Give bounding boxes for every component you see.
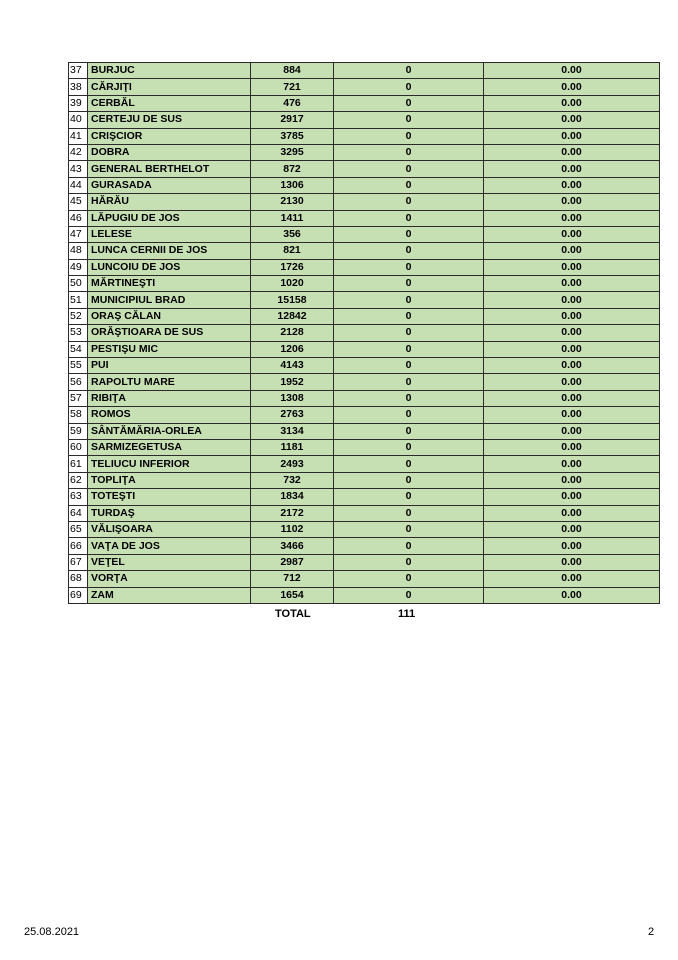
row-number: 52: [69, 308, 88, 324]
rate-cell: 0.00: [484, 210, 660, 226]
table-row: [69, 341, 660, 357]
row-number: 47: [69, 226, 88, 242]
locality-name: VEŢEL: [88, 554, 251, 570]
locality-name: GENERAL BERTHELOT: [88, 161, 251, 177]
row-number: 64: [69, 505, 88, 521]
population-cell: 1411: [251, 210, 334, 226]
rate-cell: 0.00: [484, 423, 660, 439]
locality-name: ORĂŞTIOARA DE SUS: [88, 325, 251, 341]
rate-cell: 0.00: [484, 112, 660, 128]
cases-cell: 0: [334, 521, 484, 537]
locality-name: HĂRĂU: [88, 194, 251, 210]
locality-name: ZAM: [88, 587, 251, 603]
cases-cell: 0: [334, 112, 484, 128]
footer-date: 25.08.2021: [24, 926, 80, 938]
population-cell: 712: [251, 571, 334, 587]
table-row: [69, 112, 660, 128]
population-cell: 476: [251, 95, 334, 111]
cases-cell: 0: [334, 325, 484, 341]
rate-cell: 0.00: [484, 390, 660, 406]
row-number: 55: [69, 358, 88, 374]
population-cell: 3295: [251, 144, 334, 160]
row-number: 44: [69, 177, 88, 193]
cases-cell: 0: [334, 177, 484, 193]
table-row: [69, 439, 660, 455]
locality-name: SÂNTĂMĂRIA-ORLEA: [88, 423, 251, 439]
rate-cell: 0.00: [484, 325, 660, 341]
locality-name: TOPLIŢA: [88, 472, 251, 488]
population-cell: 1654: [251, 587, 334, 603]
rate-cell: 0.00: [484, 161, 660, 177]
table-row: [69, 243, 660, 259]
population-cell: 872: [251, 161, 334, 177]
population-cell: 15158: [251, 292, 334, 308]
table-row: [69, 325, 660, 341]
population-cell: 1726: [251, 259, 334, 275]
population-cell: 1206: [251, 341, 334, 357]
total-label: TOTAL: [275, 608, 311, 620]
table-row: [69, 374, 660, 390]
table-row: [69, 521, 660, 537]
cases-cell: 0: [334, 358, 484, 374]
cases-cell: 0: [334, 439, 484, 455]
rate-cell: 0.00: [484, 341, 660, 357]
row-number: 69: [69, 587, 88, 603]
population-cell: 2763: [251, 407, 334, 423]
cases-cell: 0: [334, 341, 484, 357]
population-cell: 3466: [251, 538, 334, 554]
row-number: 58: [69, 407, 88, 423]
cases-cell: 0: [334, 79, 484, 95]
page-number: 2: [648, 926, 655, 938]
row-number: 50: [69, 276, 88, 292]
table-row: [69, 554, 660, 570]
total-value: 111: [398, 608, 416, 620]
row-number: 46: [69, 210, 88, 226]
cases-cell: 0: [334, 587, 484, 603]
cases-cell: 0: [334, 259, 484, 275]
rate-cell: 0.00: [484, 538, 660, 554]
locality-name: BURJUC: [88, 63, 251, 79]
cases-cell: 0: [334, 95, 484, 111]
row-number: 49: [69, 259, 88, 275]
population-cell: 2172: [251, 505, 334, 521]
population-cell: 721: [251, 79, 334, 95]
rate-cell: 0.00: [484, 521, 660, 537]
rate-cell: 0.00: [484, 259, 660, 275]
cases-cell: 0: [334, 374, 484, 390]
row-number: 39: [69, 95, 88, 111]
row-number: 65: [69, 521, 88, 537]
cases-cell: 0: [334, 63, 484, 79]
cases-cell: 0: [334, 194, 484, 210]
localities-table: [68, 62, 660, 604]
locality-name: SARMIZEGETUSA: [88, 439, 251, 455]
population-cell: 1308: [251, 390, 334, 406]
population-cell: 2128: [251, 325, 334, 341]
locality-name: RIBIŢA: [88, 390, 251, 406]
locality-name: LUNCA CERNII DE JOS: [88, 243, 251, 259]
table-row: [69, 407, 660, 423]
locality-name: CERTEJU DE SUS: [88, 112, 251, 128]
locality-name: RAPOLTU MARE: [88, 374, 251, 390]
table-row: [69, 390, 660, 406]
cases-cell: 0: [334, 243, 484, 259]
table-row: [69, 538, 660, 554]
cases-cell: 0: [334, 505, 484, 521]
table-row: [69, 79, 660, 95]
locality-name: VORŢA: [88, 571, 251, 587]
locality-name: TOTEŞTI: [88, 489, 251, 505]
cases-cell: 0: [334, 308, 484, 324]
locality-name: MUNICIPIUL BRAD: [88, 292, 251, 308]
table-row: [69, 571, 660, 587]
table-row: [69, 456, 660, 472]
cases-cell: 0: [334, 161, 484, 177]
table-row: [69, 472, 660, 488]
rate-cell: 0.00: [484, 489, 660, 505]
row-number: 61: [69, 456, 88, 472]
locality-name: ROMOS: [88, 407, 251, 423]
cases-cell: 0: [334, 210, 484, 226]
locality-name: CERBĂL: [88, 95, 251, 111]
rate-cell: 0.00: [484, 63, 660, 79]
row-number: 57: [69, 390, 88, 406]
cases-cell: 0: [334, 226, 484, 242]
row-number: 43: [69, 161, 88, 177]
rate-cell: 0.00: [484, 439, 660, 455]
population-cell: 3134: [251, 423, 334, 439]
population-cell: 884: [251, 63, 334, 79]
table-row: [69, 210, 660, 226]
rate-cell: 0.00: [484, 472, 660, 488]
population-cell: 1102: [251, 521, 334, 537]
population-cell: 12842: [251, 308, 334, 324]
cases-cell: 0: [334, 276, 484, 292]
population-cell: 2493: [251, 456, 334, 472]
table-row: [69, 128, 660, 144]
row-number: 51: [69, 292, 88, 308]
locality-name: TELIUCU INFERIOR: [88, 456, 251, 472]
locality-name: PUI: [88, 358, 251, 374]
locality-name: LUNCOIU DE JOS: [88, 259, 251, 275]
table-row: [69, 95, 660, 111]
rate-cell: 0.00: [484, 243, 660, 259]
locality-name: ORAŞ CĂLAN: [88, 308, 251, 324]
row-number: 45: [69, 194, 88, 210]
cases-cell: 0: [334, 423, 484, 439]
locality-name: PESTIŞU MIC: [88, 341, 251, 357]
row-number: 40: [69, 112, 88, 128]
locality-name: MĂRTINEŞTI: [88, 276, 251, 292]
table-row: [69, 489, 660, 505]
locality-name: LĂPUGIU DE JOS: [88, 210, 251, 226]
row-number: 53: [69, 325, 88, 341]
population-cell: 3785: [251, 128, 334, 144]
row-number: 62: [69, 472, 88, 488]
cases-cell: 0: [334, 571, 484, 587]
row-number: 56: [69, 374, 88, 390]
population-cell: 1181: [251, 439, 334, 455]
locality-name: TURDAŞ: [88, 505, 251, 521]
row-number: 59: [69, 423, 88, 439]
table-row: [69, 194, 660, 210]
rate-cell: 0.00: [484, 144, 660, 160]
rate-cell: 0.00: [484, 226, 660, 242]
rate-cell: 0.00: [484, 554, 660, 570]
rate-cell: 0.00: [484, 456, 660, 472]
table-row: [69, 308, 660, 324]
row-number: 48: [69, 243, 88, 259]
rate-cell: 0.00: [484, 505, 660, 521]
table-row: [69, 423, 660, 439]
rate-cell: 0.00: [484, 292, 660, 308]
locality-name: CĂRJIŢI: [88, 79, 251, 95]
rate-cell: 0.00: [484, 95, 660, 111]
rate-cell: 0.00: [484, 177, 660, 193]
row-number: 41: [69, 128, 88, 144]
rate-cell: 0.00: [484, 308, 660, 324]
table-row: [69, 292, 660, 308]
rate-cell: 0.00: [484, 79, 660, 95]
population-cell: 2917: [251, 112, 334, 128]
row-number: 68: [69, 571, 88, 587]
locality-name: VAŢA DE JOS: [88, 538, 251, 554]
population-cell: 821: [251, 243, 334, 259]
table-body: [69, 63, 660, 604]
population-cell: 2987: [251, 554, 334, 570]
locality-name: VĂLIŞOARA: [88, 521, 251, 537]
population-cell: 1020: [251, 276, 334, 292]
row-number: 38: [69, 79, 88, 95]
rate-cell: 0.00: [484, 128, 660, 144]
table-row: [69, 358, 660, 374]
table-row: [69, 144, 660, 160]
population-cell: 1834: [251, 489, 334, 505]
cases-cell: 0: [334, 554, 484, 570]
table-row: [69, 63, 660, 79]
cases-cell: 0: [334, 472, 484, 488]
cases-cell: 0: [334, 407, 484, 423]
cases-cell: 0: [334, 538, 484, 554]
row-number: 67: [69, 554, 88, 570]
rate-cell: 0.00: [484, 358, 660, 374]
rate-cell: 0.00: [484, 194, 660, 210]
population-cell: 732: [251, 472, 334, 488]
row-number: 60: [69, 439, 88, 455]
rate-cell: 0.00: [484, 571, 660, 587]
cases-cell: 0: [334, 292, 484, 308]
population-cell: 4143: [251, 358, 334, 374]
cases-cell: 0: [334, 128, 484, 144]
row-number: 63: [69, 489, 88, 505]
row-number: 37: [69, 63, 88, 79]
population-cell: 2130: [251, 194, 334, 210]
locality-name: CRIŞCIOR: [88, 128, 251, 144]
rate-cell: 0.00: [484, 587, 660, 603]
table-row: [69, 161, 660, 177]
population-cell: 1952: [251, 374, 334, 390]
locality-name: GURASADA: [88, 177, 251, 193]
population-cell: 1306: [251, 177, 334, 193]
row-number: 54: [69, 341, 88, 357]
rate-cell: 0.00: [484, 374, 660, 390]
table-row: [69, 177, 660, 193]
cases-cell: 0: [334, 489, 484, 505]
table-row: [69, 259, 660, 275]
locality-name: LELESE: [88, 226, 251, 242]
table-row: [69, 276, 660, 292]
table-row: [69, 587, 660, 603]
cases-cell: 0: [334, 390, 484, 406]
rate-cell: 0.00: [484, 407, 660, 423]
population-cell: 356: [251, 226, 334, 242]
rate-cell: 0.00: [484, 276, 660, 292]
table-row: [69, 505, 660, 521]
table-row: [69, 226, 660, 242]
cases-cell: 0: [334, 456, 484, 472]
cases-cell: 0: [334, 144, 484, 160]
locality-name: DOBRA: [88, 144, 251, 160]
row-number: 66: [69, 538, 88, 554]
row-number: 42: [69, 144, 88, 160]
